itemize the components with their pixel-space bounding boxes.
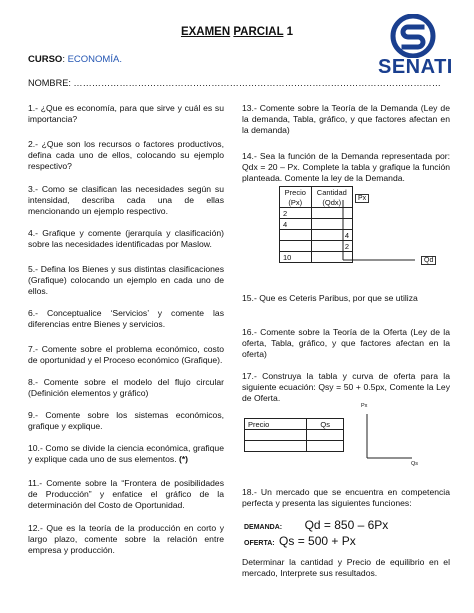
demand-cell: 4 <box>311 230 352 241</box>
question-10-star: (*) <box>178 454 189 465</box>
demand-subheader-px: (Px) <box>280 197 312 208</box>
question-18: 18.- Un mercado que se encuentra en competencia perfecta y presenta las siguientes funciones: <box>242 487 450 509</box>
question-10 <box>28 443 224 465</box>
question-7: 7.- Comente sobre el problema económico, costo de oportunidad y el Proceso económico (Grafique). <box>28 344 224 366</box>
course-line: CURSO: ECONOMÍA. <box>28 54 122 65</box>
supply-axes <box>364 410 424 465</box>
question-6: 6.- Conceptualice ‘Servicios’ y comente las diferencias entre Bienes y servicios. <box>28 308 224 330</box>
question-13: 13.- Comente sobre la Teoría de la Demanda (Ley de la demanda, Tabla, gráfico, y que factores afectan en la demanda) <box>242 103 450 136</box>
supply-table <box>244 418 344 452</box>
question-8: 8.- Comente sobre el modelo del flujo circular (Definición elementos y gráfico) <box>28 377 224 399</box>
demand-label: DEMANDA: <box>244 524 283 531</box>
supply-cell <box>307 430 344 441</box>
question-10-text: 10.- Como se divide la ciencia económica, grafique y explique cada uno de sus elementos. <box>28 443 224 465</box>
question-3: 3.- Como se clasifican las necesidades según su intensidad, describa cada una de ellas mencionando un ejemplo respectivo. <box>28 184 224 217</box>
demand-cell: 4 <box>280 219 312 230</box>
question-16: 16.- Comente sobre la Teoría de la Oferta (Ley de la oferta, Tabla, gráfico, y que factores afectan en la oferta) <box>242 327 450 360</box>
question-5: 5.- Defina los Bienes y sus distintas clasificaciones (Grafique) colocando un ejemplo en cada uno de ellos. <box>28 264 224 297</box>
title-word-2: PARCIAL <box>233 26 284 38</box>
logo-text: SENATI <box>378 56 453 78</box>
supply-cell <box>245 441 307 452</box>
demand-cell <box>280 230 312 241</box>
question-1: 1.- ¿Que es economía, para que sirve y cuál es su importancia? <box>28 103 224 125</box>
demand-cell: 10 <box>280 252 312 263</box>
supply-axis-y-label: Px <box>361 403 368 409</box>
question-12: 12.- Que es la teoría de la producción en corto y largo plazo, comente sobre la relación entre empresa y producción. <box>28 523 224 556</box>
demand-equation: Qd = 850 – 6Px <box>304 518 389 532</box>
senati-logo <box>378 14 453 79</box>
question-18-end: Determinar la cantidad y Precio de equilibrio en el mercado, Interprete sus resultados. <box>242 557 450 579</box>
question-17: 17.- Construya la tabla y curva de oferta para la siguiente ecuación: Qsy = 50 + 0.5px, Comente la Ley de Oferta. <box>242 371 450 404</box>
demand-cell <box>280 241 312 252</box>
supply-header-qs: Qs <box>307 419 344 430</box>
question-15: 15.- Que es Ceteris Paribus, por que se utiliza <box>242 293 418 303</box>
question-9: 9.- Comente sobre los sistemas económicos, grafique y explique. <box>28 410 224 432</box>
demand-axis-x-label: Qd <box>421 256 436 265</box>
title-word-1: EXAMEN <box>180 26 231 38</box>
demand-header-precio: Precio <box>280 187 312 198</box>
demand-cell: 2 <box>311 241 352 252</box>
supply-cell <box>245 430 307 441</box>
question-11: 11.- Comente sobre la “Frontera de posibilidades de Producción” y enfatice el gráfico de la determinación del Costo de Oportunidad. <box>28 478 224 511</box>
supply-equation-line <box>244 532 454 550</box>
supply-axis-x-label: Qs <box>411 461 419 467</box>
question-14: 14.- Sea la función de la Demanda representada por: Qdx = 20 – Px. Complete la tabla y grafique la función planteada. Comente la ley de la Demanda. <box>242 151 450 184</box>
supply-cell <box>307 441 344 452</box>
demand-axis-y-label: Px <box>355 194 369 203</box>
demand-subheader-qdx: (Qdx) <box>311 197 352 208</box>
supply-label: OFERTA: <box>244 540 275 547</box>
title-number: 1 <box>286 26 294 38</box>
demand-header-cantidad: Cantidad <box>311 187 352 198</box>
question-2: 2.- ¿Que son los recursos o factores productivos, defina cada uno de ellos, colocando su ejemplo respectivo? <box>28 139 224 172</box>
course-value: ECONOMÍA. <box>67 54 122 65</box>
demand-cell: 2 <box>280 208 312 219</box>
course-label: CURSO <box>28 54 63 65</box>
question-4: 4.- Grafique y comente (jerarquía y clasificación) sobre las necesidades identificadas por Maslow. <box>28 228 224 250</box>
name-field: NOMBRE: ………………………………………………………………………………………………………… <box>28 78 441 88</box>
senati-logo-icon <box>378 14 448 58</box>
supply-equation: Qs = 500 + Px <box>279 534 356 548</box>
supply-header-precio: Precio <box>245 419 307 430</box>
